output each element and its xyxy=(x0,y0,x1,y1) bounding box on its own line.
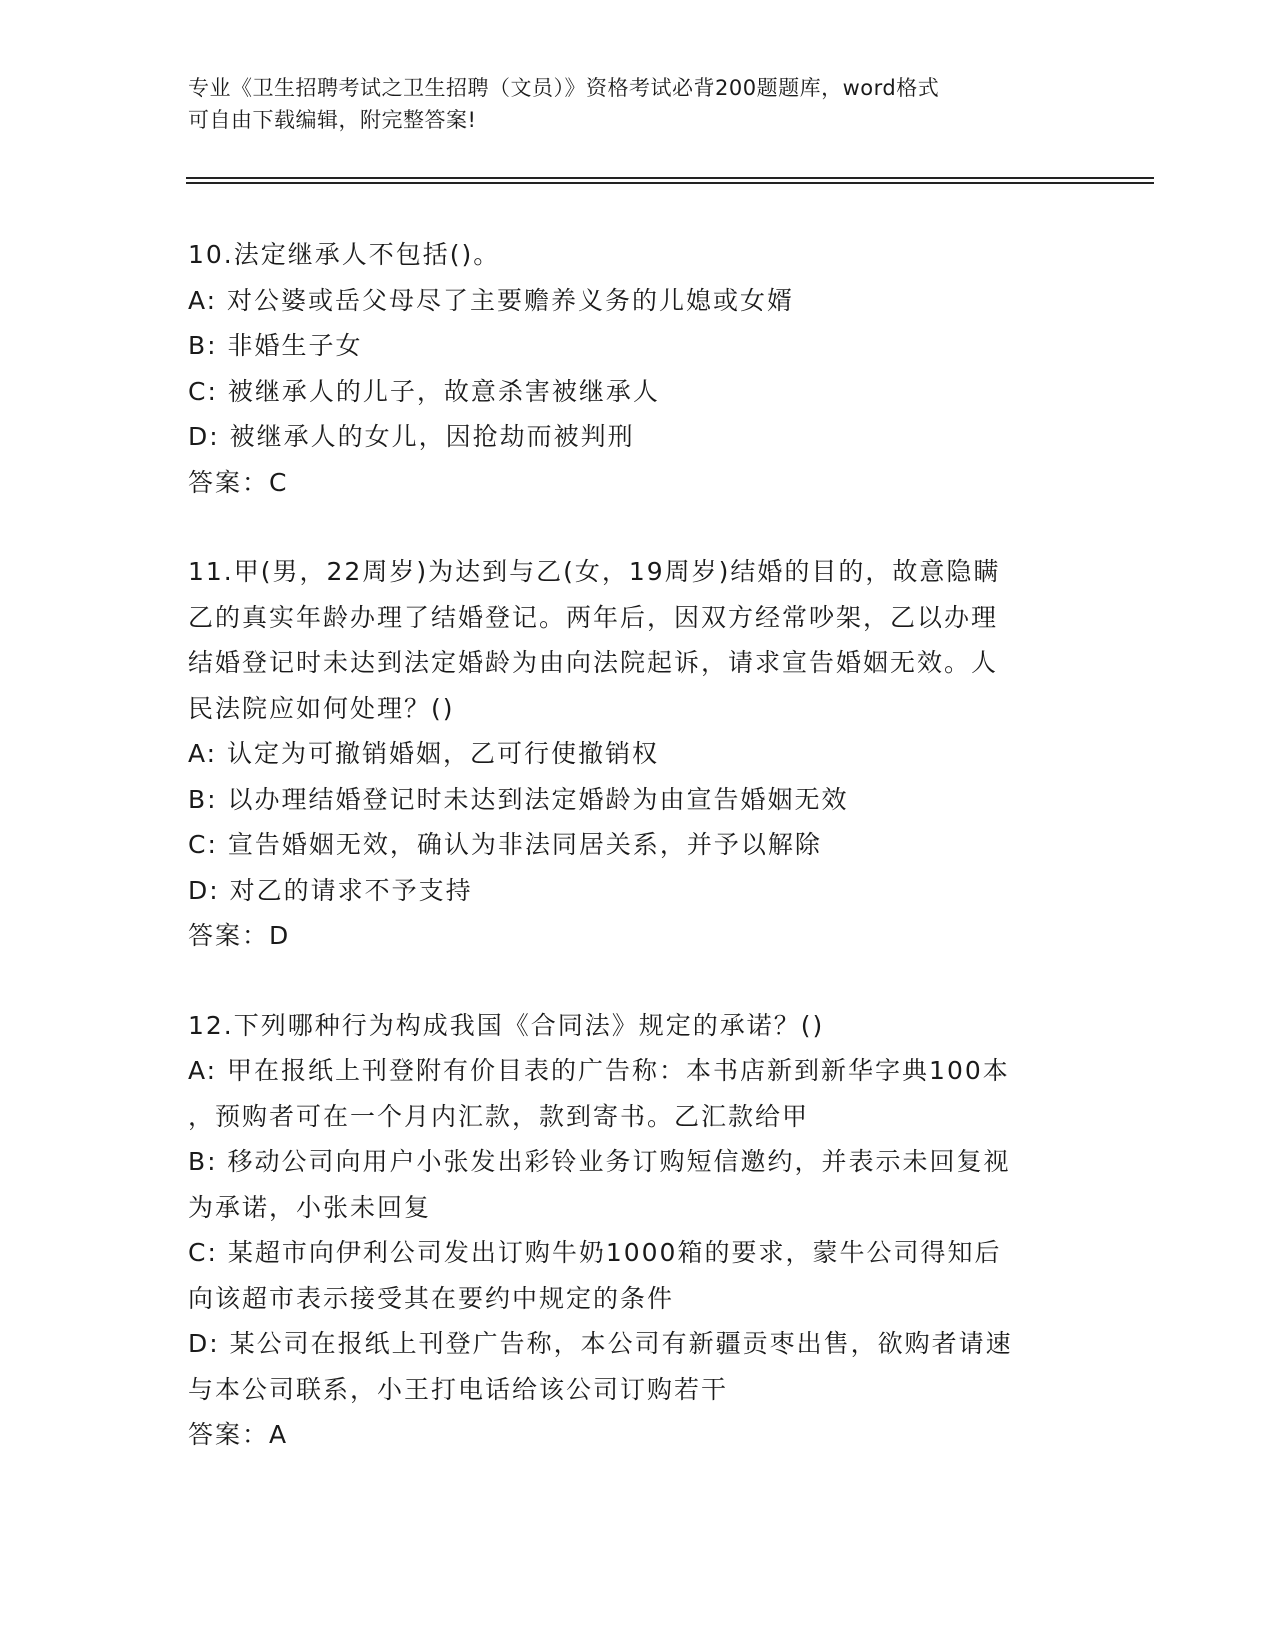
answer-option xyxy=(188,414,1088,460)
answer-option xyxy=(188,1321,1088,1412)
answer-option-line: B: 非婚生子女 xyxy=(188,331,363,360)
answer-option-line: D: 对乙的请求不予支持 xyxy=(188,875,473,905)
answer-option-line: 为承诺，小张未回复 xyxy=(188,1192,432,1222)
answer-option xyxy=(188,1230,1088,1321)
document-header xyxy=(188,72,1088,136)
question-stem-line: 民法院应如何处理？() xyxy=(188,693,455,723)
header-line-1: 专业《卫生招聘考试之卫生招聘（文员）》资格考试必背200题题库，word格式 xyxy=(188,76,940,100)
answer-option xyxy=(188,1139,1088,1230)
answer-option-line: D: 被继承人的女儿，因抢劫而被判刑 xyxy=(188,422,635,451)
answer-option-line: C: 某超市向伊利公司发出订购牛奶1000箱的要求，蒙牛公司得知后 xyxy=(188,1238,1002,1267)
answer-option-line: 向该超市表示接受其在要约中规定的条件 xyxy=(188,1283,675,1313)
answer-option xyxy=(188,731,1088,777)
answer-option-line: B: 以办理结婚登记时未达到法定婚龄为由宣告婚姻无效 xyxy=(188,784,849,814)
answer-key: 答案：D xyxy=(188,921,291,950)
question-block xyxy=(188,232,1088,505)
question-stem-line: 结婚登记时未达到法定婚龄为由向法院起诉，请求宣告婚姻无效。人 xyxy=(188,648,999,677)
answer-option xyxy=(188,777,1088,823)
answer-option-line: 与本公司联系，小王打电话给该公司订购若干 xyxy=(188,1374,729,1404)
answer-option xyxy=(188,369,1088,415)
answer-option-line: C: 被继承人的儿子，故意杀害被继承人 xyxy=(188,376,660,406)
question-stem-line: 乙的真实年龄办理了结婚登记。两年后，因双方经常吵架，乙以办理 xyxy=(188,602,999,632)
answer-option-line: A: 甲在报纸上刊登附有价目表的广告称：本书店新到新华字典100本 xyxy=(188,1056,1010,1085)
header-rule-top xyxy=(186,177,1154,179)
answer-option-line: D: 某公司在报纸上刊登广告称，本公司有新疆贡枣出售，欲购者请速 xyxy=(188,1329,1013,1358)
answer-key: 答案：C xyxy=(188,467,289,497)
header-line-2: 可自由下载编辑，附完整答案! xyxy=(188,108,477,132)
answer-option-line: ，预购者可在一个月内汇款，款到寄书。乙汇款给甲 xyxy=(188,1101,810,1131)
answer-option xyxy=(188,323,1088,369)
answer-option xyxy=(188,868,1088,914)
answer-option-line: A: 对公婆或岳父母尽了主要赡养义务的儿媳或女婿 xyxy=(188,285,795,315)
answer-option xyxy=(188,822,1088,868)
answer-option xyxy=(188,1048,1088,1139)
answer-option xyxy=(188,278,1088,324)
answer-option-line: C: 宣告婚姻无效，确认为非法同居关系，并予以解除 xyxy=(188,830,822,859)
header-rule-bottom xyxy=(186,182,1154,184)
question-block xyxy=(188,549,1088,959)
question-stem-line: 12.下列哪种行为构成我国《合同法》规定的承诺？() xyxy=(188,1010,825,1040)
answer-option-line: B: 移动公司向用户小张发出彩铃业务订购短信邀约，并表示未回复视 xyxy=(188,1147,1011,1176)
question-stem-line: 10.法定继承人不包括()。 xyxy=(188,240,501,269)
question-stem-line: 11.甲(男，22周岁)为达到与乙(女，19周岁)结婚的目的，故意隐瞒 xyxy=(188,557,1001,586)
question-list xyxy=(188,232,1088,1502)
answer-option-line: A: 认定为可撤销婚姻，乙可行使撤销权 xyxy=(188,739,660,768)
answer-key: 答案：A xyxy=(188,1420,289,1449)
question-block xyxy=(188,1003,1088,1458)
